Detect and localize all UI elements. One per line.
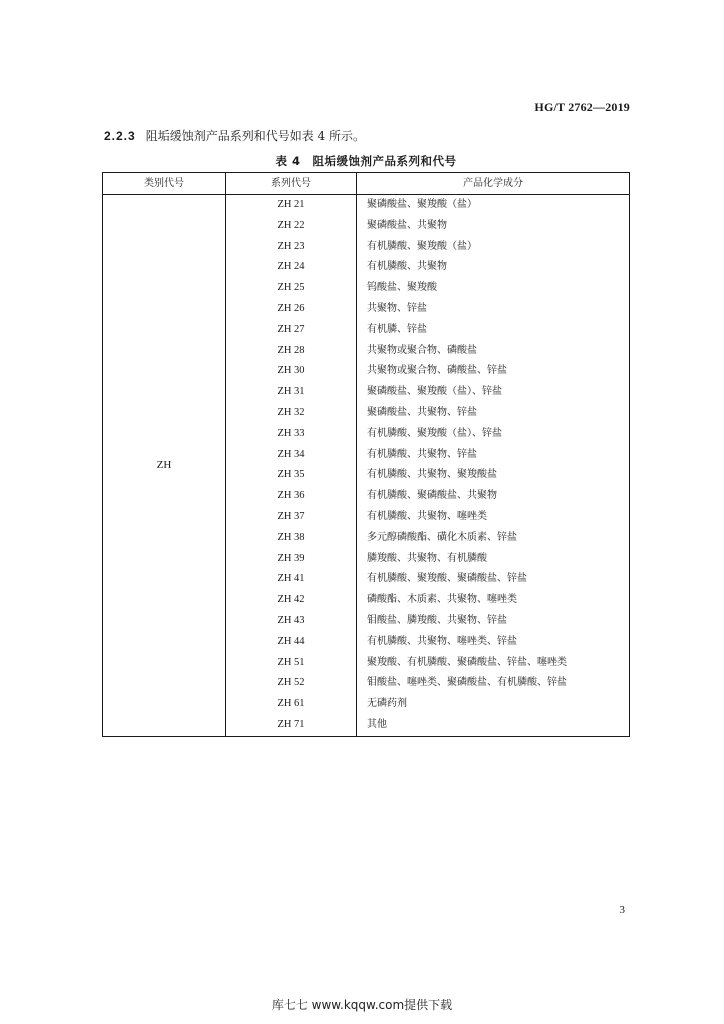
series-code-cell: ZH 35 xyxy=(226,465,357,486)
download-watermark: 库七七 www.kqqw.com提供下载 xyxy=(271,998,453,1012)
chemical-composition-cell: 磷酸酯、木质素、共聚物、噻唑类 xyxy=(367,594,517,606)
chemical-composition-cell: 有机膦酸、聚羧酸（盐） xyxy=(367,240,477,252)
chemical-composition-cell: 聚羧酸、有机膦酸、聚磷酸盐、锌盐、噻唑类 xyxy=(367,656,567,668)
chemical-composition-cell: 有机膦酸、共聚物、聚羧酸盐 xyxy=(367,469,497,481)
chemical-composition-cell: 聚磷酸盐、聚羧酸（盐） xyxy=(367,199,477,210)
table-caption-title: 阻垢缓蚀剂产品系列和代号 xyxy=(312,154,457,168)
header-series-code: 系列代号 xyxy=(226,173,357,195)
series-code-cell: ZH 36 xyxy=(226,486,357,507)
series-code-cell: ZH 27 xyxy=(226,320,357,341)
chemical-composition-cell: 有机膦酸、共聚物 xyxy=(367,261,447,273)
series-code-cell: ZH 32 xyxy=(226,403,357,424)
chemical-composition-cell: 膦羧酸、共聚物、有机膦酸 xyxy=(367,552,487,564)
series-code-cell: ZH 24 xyxy=(226,257,357,278)
chemical-composition-cell: 有机膦酸、聚磷酸盐、共聚物 xyxy=(367,490,497,502)
series-code-cell: ZH 23 xyxy=(226,237,357,258)
product-series-table xyxy=(102,172,630,737)
table-caption xyxy=(102,153,630,169)
chemical-composition-cell: 聚磷酸盐、共聚物 xyxy=(367,219,447,231)
series-code-cell: ZH 42 xyxy=(226,590,357,611)
series-code-cell: ZH 39 xyxy=(226,549,357,570)
chemical-composition-cell: 聚磷酸盐、共聚物、锌盐 xyxy=(367,406,477,418)
chemical-composition-cell: 有机膦酸、共聚物、锌盐 xyxy=(367,448,477,460)
chemical-composition-cell: 多元醇磷酸酯、磺化木质素、锌盐 xyxy=(367,531,517,543)
series-code-cell: ZH 71 xyxy=(226,715,357,736)
chemical-composition-cell: 有机膦、锌盐 xyxy=(367,323,427,335)
chemical-composition-cell: 钼酸盐、膦羧酸、共聚物、锌盐 xyxy=(367,614,507,626)
series-code-cell: ZH 28 xyxy=(226,341,357,362)
page-number: 3 xyxy=(619,904,625,916)
table-header-row xyxy=(103,173,630,195)
chemical-composition-cell: 共聚物或聚合物、磷酸盐 xyxy=(367,344,477,356)
series-code-cell: ZH 51 xyxy=(226,653,357,674)
standard-code: HG/T 2762—2019 xyxy=(534,100,630,114)
series-code-cell: ZH 30 xyxy=(226,361,357,382)
section-number: 2.2.3 xyxy=(104,129,136,143)
series-code-cell: ZH 22 xyxy=(226,216,357,237)
chemical-composition-cell: 有机膦酸、共聚物、噻唑类、锌盐 xyxy=(367,635,517,647)
section-text: 阻垢缓蚀剂产品系列和代号如表 4 所示。 xyxy=(145,129,365,143)
chemical-composition-cell: 有机膦酸、共聚物、噻唑类 xyxy=(367,510,487,522)
chemical-composition-cell: 无磷药剂 xyxy=(367,698,407,710)
chemical-composition-cell: 有机膦酸、聚羧酸、聚磷酸盐、锌盐 xyxy=(367,573,527,585)
series-code-cell: ZH 25 xyxy=(226,278,357,299)
series-code-cell: ZH 34 xyxy=(226,445,357,466)
chemical-composition-cell: 有机膦酸、聚羧酸（盐）、锌盐 xyxy=(367,427,502,439)
section-paragraph xyxy=(104,127,365,144)
chemical-composition-cell: 共聚物、锌盐 xyxy=(367,302,427,314)
series-code-cell: ZH 21 xyxy=(226,195,357,216)
series-code-cell: ZH 37 xyxy=(226,507,357,528)
chemical-composition-cell: 其他 xyxy=(367,718,387,730)
chemical-composition-cell: 钼酸盐、噻唑类、聚磷酸盐、有机膦酸、锌盐 xyxy=(367,677,567,689)
chemical-composition-cell: 聚磷酸盐、聚羧酸（盐）、锌盐 xyxy=(367,386,502,398)
series-code-cell: ZH 41 xyxy=(226,569,357,590)
category-code-cell: ZH xyxy=(103,195,226,737)
table-row xyxy=(103,195,630,216)
chemical-composition-cell: 共聚物或聚合物、磷酸盐、锌盐 xyxy=(367,365,507,377)
series-code-cell: ZH 38 xyxy=(226,528,357,549)
series-code-cell: ZH 44 xyxy=(226,632,357,653)
table-body xyxy=(103,195,630,737)
series-code-cell: ZH 33 xyxy=(226,424,357,445)
chemical-composition-cell: 钨酸盐、聚羧酸 xyxy=(367,282,437,294)
header-chemical-composition: 产品化学成分 xyxy=(357,173,630,195)
series-code-cell: ZH 52 xyxy=(226,673,357,694)
table-caption-number: 表 4 xyxy=(275,154,301,168)
series-code-cell: ZH 26 xyxy=(226,299,357,320)
series-code-cell: ZH 43 xyxy=(226,611,357,632)
series-code-cell: ZH 31 xyxy=(226,382,357,403)
series-code-cell: ZH 61 xyxy=(226,694,357,715)
header-category-code: 类别代号 xyxy=(103,173,226,195)
